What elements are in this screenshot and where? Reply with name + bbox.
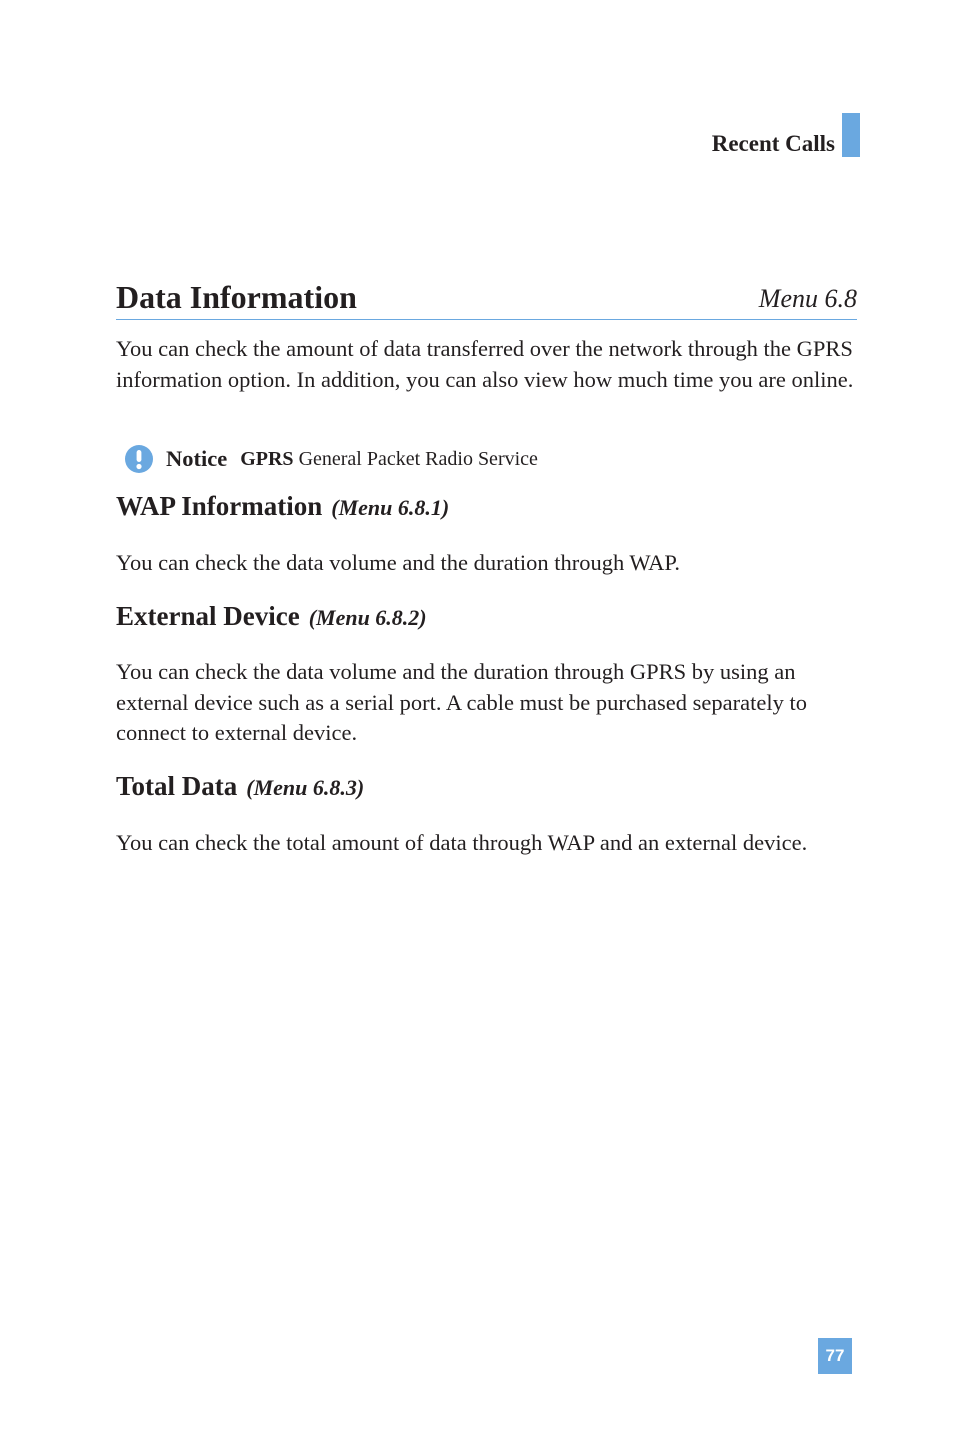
subsection-body-wap: You can check the data volume and the duration through WAP. bbox=[116, 550, 681, 575]
subsection-menu-number: (Menu 6.8.1) bbox=[331, 495, 450, 520]
subsection-menu-number: (Menu 6.8.2) bbox=[308, 605, 427, 630]
subsection-body-total-data: You can check the total amount of data through WAP and an external device. bbox=[116, 830, 808, 855]
notice-definition: General Packet Radio Service bbox=[298, 447, 538, 470]
subsection-heading-total-data bbox=[116, 771, 364, 802]
header-section-label: Recent Calls bbox=[711, 131, 835, 156]
page-title: Data Information bbox=[116, 279, 357, 315]
intro-paragraph: You can check the amount of data transferred over the network through the GPRS information option. In addition, you can also view how much time you are online. bbox=[116, 336, 854, 392]
notice-term: GPRS bbox=[240, 447, 294, 470]
section-title-row bbox=[116, 279, 857, 320]
header-tab-marker bbox=[842, 113, 860, 157]
subsection-title: External Device bbox=[116, 601, 300, 631]
exclamation-icon bbox=[124, 444, 154, 474]
subsection-heading-external-device bbox=[116, 601, 427, 632]
subsection-title: WAP Information bbox=[116, 491, 323, 521]
notice-box bbox=[124, 444, 538, 474]
subsection-body-external-device: You can check the data volume and the duration through GPRS by using an external device such as a serial port. A cable must be purchased separately to connect to external device. bbox=[116, 659, 807, 745]
notice-label: Notice bbox=[166, 446, 228, 471]
subsection-title: Total Data bbox=[116, 771, 238, 801]
subsection-heading-wap bbox=[116, 491, 449, 522]
page-number: 77 bbox=[818, 1338, 852, 1374]
subsection-menu-number: (Menu 6.8.3) bbox=[246, 775, 365, 800]
section-menu-number: Menu 6.8 bbox=[758, 284, 857, 313]
